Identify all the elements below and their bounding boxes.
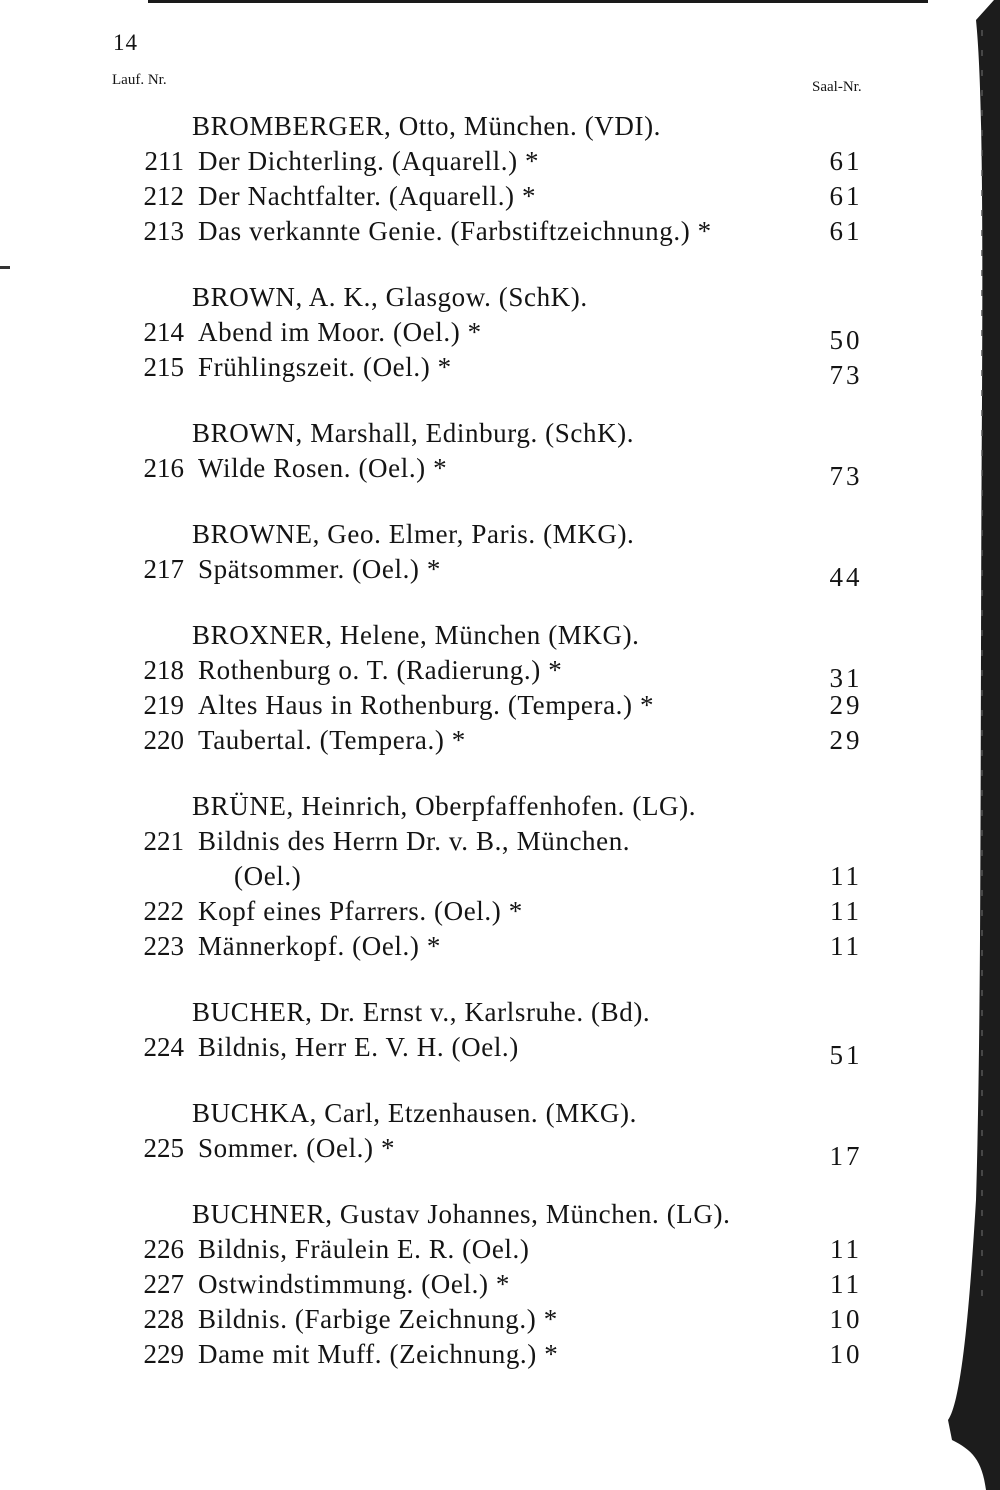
artwork-title-text: Männerkopf. (Oel.) * <box>198 931 441 961</box>
artist-section <box>0 994 940 1070</box>
saal-number: 29 <box>829 725 863 755</box>
saal-number: 10 <box>829 1304 863 1334</box>
artwork-title <box>198 179 808 214</box>
catalog-entry <box>0 894 940 929</box>
artwork-title-text: Altes Haus in Rothenburg. (Tempera.) * <box>198 690 655 720</box>
artwork-title <box>198 653 808 688</box>
saal-number: 29 <box>829 690 863 720</box>
artwork-title <box>198 723 808 758</box>
saal-number: 11 <box>830 896 862 926</box>
artwork-title-text: Dame mit Muff. (Zeichnung.) * <box>198 1339 559 1369</box>
header-lauf-nr: Lauf. Nr. <box>112 72 167 88</box>
catalog-entry <box>0 552 940 592</box>
artist-name: BUCHNER, Gustav Johannes, München. (LG). <box>192 1199 731 1229</box>
artist-section <box>0 415 940 491</box>
saal-number: 10 <box>829 1339 863 1369</box>
lauf-number: 216 <box>143 453 184 483</box>
catalog-list <box>0 108 940 1402</box>
saal-number: 17 <box>829 1141 863 1171</box>
saal-number: 11 <box>830 1269 862 1299</box>
lauf-number: 213 <box>143 216 184 246</box>
artist-name: BROWNE, Geo. Elmer, Paris. (MKG). <box>192 519 635 549</box>
saal-number: 61 <box>829 181 863 211</box>
artwork-title-text: Rothenburg o. T. (Radierung.) * <box>198 655 563 685</box>
lauf-number: 223 <box>143 931 184 961</box>
artwork-title <box>198 929 808 964</box>
artwork-title-continuation: (Oel.) <box>234 861 302 891</box>
artist-name: BROWN, Marshall, Edinburg. (SchK). <box>192 418 635 448</box>
saal-number: 11 <box>830 1234 862 1264</box>
lauf-number: 227 <box>143 1269 184 1299</box>
catalog-entry <box>0 179 940 214</box>
artwork-title-text: Frühlingszeit. (Oel.) * <box>198 352 452 382</box>
catalog-entry <box>0 688 940 723</box>
artwork-title <box>198 144 808 179</box>
saal-number: 73 <box>829 461 863 491</box>
artist-name: BUCHER, Dr. Ernst v., Karlsruhe. (Bd). <box>192 997 651 1027</box>
catalog-entry <box>0 1337 940 1372</box>
artist-name: BROWN, A. K., Glasgow. (SchK). <box>192 282 588 312</box>
artwork-title <box>198 214 808 249</box>
artist-name: BROXNER, Helene, München (MKG). <box>192 620 640 650</box>
artwork-title <box>198 1131 808 1166</box>
artwork-title-text: Bildnis, Herr E. V. H. (Oel.) <box>198 1032 519 1062</box>
lauf-number: 225 <box>143 1133 184 1163</box>
artist-section <box>0 1095 940 1171</box>
saal-number: 51 <box>829 1040 863 1070</box>
lauf-number: 215 <box>143 352 184 382</box>
saal-number: 31 <box>829 663 863 693</box>
header-saal-nr: Saal-Nr. <box>812 79 862 95</box>
lauf-number: 212 <box>143 181 184 211</box>
catalog-entry <box>0 144 940 179</box>
lauf-number: 217 <box>143 554 184 584</box>
artwork-title-text: Ostwindstimmung. (Oel.) * <box>198 1269 510 1299</box>
artwork-title <box>198 1337 808 1372</box>
artwork-title-text: Bildnis. (Farbige Zeichnung.) * <box>198 1304 558 1334</box>
catalog-entry <box>0 1030 940 1070</box>
catalog-entry <box>0 315 940 355</box>
lauf-number: 222 <box>143 896 184 926</box>
catalog-entry <box>0 929 940 964</box>
artwork-title-text: Bildnis, Fräulein E. R. (Oel.) <box>198 1234 530 1264</box>
catalog-entry <box>0 1232 940 1267</box>
artwork-title <box>198 688 808 723</box>
lauf-number: 218 <box>143 655 184 685</box>
artist-section <box>0 108 940 249</box>
lauf-number: 228 <box>143 1304 184 1334</box>
catalog-entry <box>0 824 940 894</box>
saal-number: 73 <box>829 360 863 390</box>
artwork-title <box>198 824 820 894</box>
artwork-title <box>198 315 808 350</box>
catalog-entry <box>0 350 940 390</box>
lauf-number: 226 <box>143 1234 184 1264</box>
artwork-title-text: Abend im Moor. (Oel.) * <box>198 317 482 347</box>
saal-number: 50 <box>829 325 863 355</box>
artist-section <box>0 279 940 390</box>
catalog-entry <box>0 1302 940 1337</box>
artwork-title <box>198 894 808 929</box>
catalog-entry <box>0 451 940 491</box>
artwork-title <box>198 451 808 486</box>
artwork-title-text: Taubertal. (Tempera.) * <box>198 725 466 755</box>
saal-number: 61 <box>829 216 863 246</box>
saal-number: 11 <box>830 861 862 891</box>
catalog-entry <box>0 214 940 249</box>
artwork-title-text: Wilde Rosen. (Oel.) * <box>198 453 448 483</box>
artwork-title-text: Das verkannte Genie. (Farbstiftzeichnung.) * <box>198 216 712 246</box>
catalog-entry <box>0 653 940 693</box>
lauf-number: 211 <box>144 146 184 176</box>
saal-number: 44 <box>829 562 863 592</box>
artwork-title <box>198 1232 808 1267</box>
page-number: 14 <box>113 30 138 55</box>
lauf-number: 219 <box>143 690 184 720</box>
artwork-title-text: Bildnis des Herrn Dr. v. B., München. <box>198 826 631 856</box>
artist-name: BROMBERGER, Otto, München. (VDI). <box>192 111 662 141</box>
artist-section <box>0 788 940 964</box>
lauf-number: 229 <box>143 1339 184 1369</box>
artwork-title-text: Spätsommer. (Oel.) * <box>198 554 441 584</box>
saal-number: 11 <box>830 931 862 961</box>
artwork-title <box>198 1267 808 1302</box>
lauf-number: 220 <box>143 725 184 755</box>
catalog-entry <box>0 1267 940 1302</box>
book-spine-shadow <box>942 0 1000 1490</box>
artwork-title-text: Der Nachtfalter. (Aquarell.) * <box>198 181 537 211</box>
catalog-entry <box>0 1131 940 1171</box>
artist-section <box>0 617 940 758</box>
catalog-entry <box>0 723 940 758</box>
artwork-title-text: Der Dichterling. (Aquarell.) * <box>198 146 540 176</box>
artwork-title-text: Sommer. (Oel.) * <box>198 1133 396 1163</box>
artist-name: BRÜNE, Heinrich, Oberpfaffenhofen. (LG). <box>192 791 697 821</box>
top-rule <box>148 0 928 3</box>
artist-section <box>0 1196 940 1372</box>
artist-name: BUCHKA, Carl, Etzenhausen. (MKG). <box>192 1098 637 1128</box>
saal-number: 61 <box>829 146 863 176</box>
artist-section <box>0 516 940 592</box>
lauf-number: 221 <box>143 826 184 856</box>
artwork-title <box>198 1030 808 1065</box>
artwork-title <box>198 1302 808 1337</box>
lauf-number: 214 <box>143 317 184 347</box>
artwork-title <box>198 350 808 385</box>
lauf-number: 224 <box>143 1032 184 1062</box>
artwork-title-text: Kopf eines Pfarrers. (Oel.) * <box>198 896 523 926</box>
artwork-title <box>198 552 808 587</box>
